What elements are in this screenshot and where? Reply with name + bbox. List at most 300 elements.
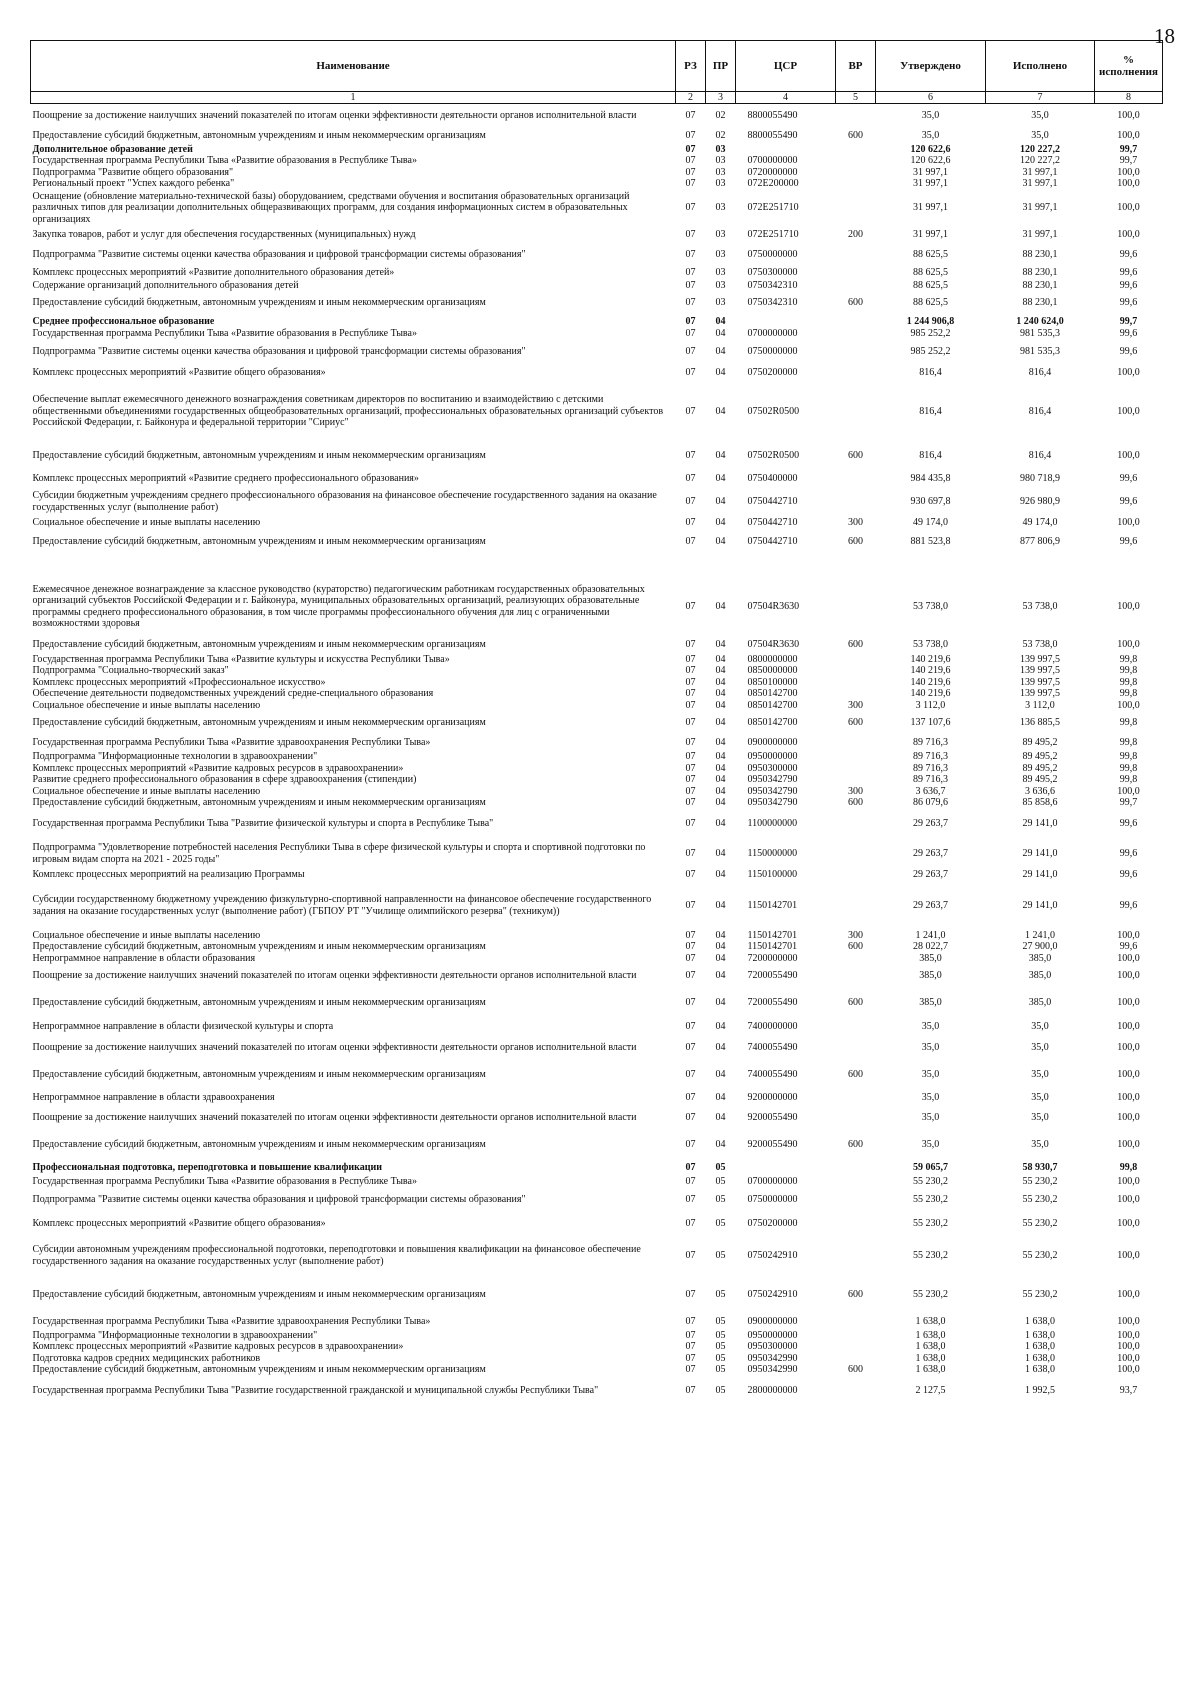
row-vr xyxy=(836,243,876,267)
row-pr: 03 xyxy=(715,279,726,291)
column-number: 1 xyxy=(31,92,676,104)
row-approved: 55 230,2 xyxy=(913,1288,948,1300)
row-rz: 07 xyxy=(685,751,696,762)
row-approved: 3 636,7 xyxy=(915,785,946,797)
row-percent: 100,0 xyxy=(1117,997,1140,1009)
row-csr: 0750000000 xyxy=(747,345,798,357)
table-row xyxy=(31,797,1163,809)
row-name: Государственная программа Республики Тыва "Развитие физической культуры и спорта в Республике Тыва" xyxy=(32,817,494,829)
row-pr: 04 xyxy=(715,941,726,952)
row-vr xyxy=(836,267,876,280)
row-approved: 140 219,6 xyxy=(910,676,951,688)
row-vr xyxy=(836,1212,876,1236)
row-pr: 04 xyxy=(715,797,726,808)
table-row xyxy=(31,167,1163,179)
row-approved: 53 738,0 xyxy=(913,600,948,612)
row-percent: 100,0 xyxy=(1117,699,1140,711)
row-executed: 88 230,1 xyxy=(1022,267,1058,279)
budget-execution-table-container xyxy=(30,40,1162,1406)
row-percent: 100,0 xyxy=(1117,517,1140,529)
row-vr xyxy=(836,964,876,988)
row-pr: 04 xyxy=(715,345,726,357)
row-approved: 55 230,2 xyxy=(913,1176,948,1187)
row-vr xyxy=(836,1236,876,1276)
header-rz: РЗ xyxy=(676,41,706,92)
row-approved: 31 997,1 xyxy=(913,178,948,189)
row-vr xyxy=(836,688,876,700)
row-vr: 600 xyxy=(848,638,863,650)
row-rz: 07 xyxy=(685,717,696,729)
row-csr: 8800055490 xyxy=(747,129,798,141)
row-csr: 0850142700 xyxy=(747,699,798,711)
row-pr: 04 xyxy=(715,1021,726,1033)
row-pr: 03 xyxy=(715,297,726,309)
row-name: Государственная программа Республики Тыва «Развитие образования в Республике Тыва» xyxy=(32,328,417,339)
table-row xyxy=(31,1188,1163,1212)
table-row xyxy=(31,243,1163,267)
row-name: Субсидии автономным учреждениям профессиональной подготовки, переподготовки и повышения квалификации на финансовое обеспечение государственного задания на оказание государственных услуг (выполнение работ) xyxy=(32,1244,641,1267)
row-executed: 58 930,7 xyxy=(1022,1162,1058,1174)
row-csr: 7400055490 xyxy=(747,1042,798,1054)
row-executed: 29 141,0 xyxy=(1022,817,1058,829)
row-percent: 100,0 xyxy=(1117,1329,1140,1341)
row-approved: 385,0 xyxy=(919,970,942,982)
row-vr xyxy=(836,1106,876,1130)
row-pr: 03 xyxy=(715,202,726,214)
table-row xyxy=(31,1376,1163,1406)
table-row xyxy=(31,178,1163,190)
row-csr: 0950342990 xyxy=(747,1352,798,1364)
row-approved: 2 127,5 xyxy=(915,1384,946,1396)
table-row xyxy=(31,930,1163,942)
row-pr: 04 xyxy=(715,737,726,749)
row-percent: 100,0 xyxy=(1117,1364,1140,1375)
row-csr: 07504R3630 xyxy=(747,600,800,612)
row-approved: 816,4 xyxy=(919,449,942,461)
row-name: Предоставление субсидий бюджетным, автономным учреждениям и иным некоммерческим организациям xyxy=(32,297,486,309)
row-vr xyxy=(836,953,876,965)
row-name: Закупка товаров, работ и услуг для обеспечения государственных (муниципальных) нужд xyxy=(32,228,416,240)
row-approved: 385,0 xyxy=(919,952,942,964)
row-vr xyxy=(836,1160,876,1176)
row-executed: 136 885,5 xyxy=(1020,717,1060,729)
row-executed: 53 738,0 xyxy=(1022,600,1058,612)
row-name: Предоставление субсидий бюджетным, автономным учреждениям и иным некоммерческим организациям xyxy=(32,941,486,952)
table-row xyxy=(31,487,1163,517)
row-rz: 07 xyxy=(685,785,696,797)
row-approved: 140 219,6 xyxy=(910,665,951,676)
row-executed: 35,0 xyxy=(1031,1112,1049,1124)
row-vr xyxy=(836,578,876,636)
row-approved: 49 174,0 xyxy=(913,517,948,529)
row-executed: 139 997,5 xyxy=(1020,676,1060,688)
row-percent: 99,8 xyxy=(1119,665,1138,676)
row-csr: 1100000000 xyxy=(747,817,798,829)
row-pr: 04 xyxy=(715,472,726,484)
column-number: 6 xyxy=(876,92,986,104)
row-executed: 385,0 xyxy=(1028,952,1052,964)
row-approved: 31 997,1 xyxy=(913,202,948,214)
row-csr: 1150142701 xyxy=(747,941,798,952)
row-executed: 35,0 xyxy=(1031,1042,1049,1054)
row-vr: 600 xyxy=(848,1069,863,1081)
row-executed: 55 230,2 xyxy=(1022,1217,1058,1229)
row-executed: 88 230,1 xyxy=(1022,248,1058,260)
row-percent: 100,0 xyxy=(1117,785,1140,797)
row-pr: 04 xyxy=(715,535,726,547)
row-pr: 04 xyxy=(715,1112,726,1124)
row-approved: 29 263,7 xyxy=(913,899,948,911)
row-approved: 140 219,6 xyxy=(910,688,951,699)
row-csr: 072E251710 xyxy=(747,202,799,214)
table-row xyxy=(31,786,1163,798)
row-executed: 1 638,0 xyxy=(1025,1329,1055,1341)
row-executed xyxy=(986,554,1095,578)
row-name: Подпрограмма "Удовлетворение потребностей населения Республики Тыва в сфере физической культуры и спорта и спортивной подготовки по игровым видам спорта на 2021 - 2025 годы" xyxy=(32,842,646,865)
row-executed: 49 174,0 xyxy=(1022,517,1058,529)
row-name: Предоставление субсидий бюджетным, автономным учреждениям и иным некоммерческим организациям xyxy=(32,1288,486,1300)
table-row xyxy=(31,1130,1163,1160)
row-csr: 0700000000 xyxy=(747,155,798,166)
row-rz: 07 xyxy=(685,774,696,785)
row-percent: 99,6 xyxy=(1119,899,1138,911)
row-csr: 072E200000 xyxy=(747,178,799,189)
table-row xyxy=(31,941,1163,953)
row-name: Государственная программа Республики Тыва «Развитие здравоохранения Республики Тыва» xyxy=(32,737,431,749)
row-percent: 100,0 xyxy=(1117,1042,1140,1054)
row-csr: 9200055490 xyxy=(747,1139,798,1151)
row-rz: 07 xyxy=(685,1139,696,1151)
row-approved: 35,0 xyxy=(921,129,940,141)
row-approved: 1 244 906,8 xyxy=(906,315,955,327)
row-vr xyxy=(836,554,876,578)
row-approved: 984 435,8 xyxy=(910,472,951,484)
row-name: Дополнительное образование детей xyxy=(32,143,193,155)
row-csr: 2800000000 xyxy=(747,1384,798,1396)
row-vr xyxy=(836,104,876,128)
row-executed: 981 535,3 xyxy=(1020,328,1060,339)
row-name: Подпрограмма "Информационные технологии в здравоохранении" xyxy=(32,751,318,762)
row-rz xyxy=(676,554,706,578)
row-approved: 1 638,0 xyxy=(915,1341,946,1352)
row-rz: 07 xyxy=(685,1112,696,1124)
row-vr xyxy=(836,882,876,930)
row-approved: 86 079,6 xyxy=(913,797,948,808)
column-number: 5 xyxy=(836,92,876,104)
table-row xyxy=(31,869,1163,882)
row-pr: 05 xyxy=(715,1352,726,1364)
table-body xyxy=(31,104,1163,1406)
row-approved: 89 716,3 xyxy=(913,774,948,785)
row-approved: 55 230,2 xyxy=(913,1249,948,1261)
row-approved: 35,0 xyxy=(921,1139,940,1151)
row-csr: 0750200000 xyxy=(747,367,798,379)
row-rz: 07 xyxy=(685,797,696,808)
row-csr: 0750442710 xyxy=(747,517,798,529)
row-executed: 88 230,1 xyxy=(1022,279,1058,291)
row-rz: 07 xyxy=(685,267,696,279)
row-rz: 07 xyxy=(685,1364,696,1375)
row-pr: 05 xyxy=(715,1329,726,1341)
row-executed: 3 112,0 xyxy=(1025,699,1055,711)
row-vr xyxy=(836,1353,876,1365)
row-name: Предоставление субсидий бюджетным, автономным учреждениям и иным некоммерческим организациям xyxy=(32,717,486,729)
table-row xyxy=(31,1330,1163,1342)
row-vr xyxy=(836,1188,876,1212)
row-rz: 07 xyxy=(685,202,696,214)
row-name: Подпрограмма "Развитие общего образования" xyxy=(32,166,234,178)
row-executed: 85 858,6 xyxy=(1022,797,1058,808)
row-name: Предоставление субсидий бюджетным, автономным учреждениям и иным некоммерческим организациям xyxy=(32,1364,486,1375)
row-vr: 300 xyxy=(848,929,863,941)
row-executed: 35,0 xyxy=(1031,110,1049,121)
row-name: Поощрение за достижение наилучших значений показателей по итогам оценки эффективности деятельности органов исполнительной власти xyxy=(32,110,637,121)
row-approved: 35,0 xyxy=(921,1069,940,1081)
row-executed: 816,4 xyxy=(1028,449,1052,461)
row-pr: 04 xyxy=(715,699,726,711)
row-percent: 99,7 xyxy=(1119,315,1138,327)
row-pr: 03 xyxy=(715,248,726,260)
row-percent: 99,8 xyxy=(1119,751,1138,762)
row-vr xyxy=(836,155,876,167)
row-csr xyxy=(736,1160,836,1176)
row-percent: 100,0 xyxy=(1117,1249,1140,1261)
table-row xyxy=(31,190,1163,227)
table-row xyxy=(31,578,1163,636)
row-pr: 05 xyxy=(715,1288,726,1300)
row-pr: 04 xyxy=(715,665,726,676)
row-executed: 89 495,2 xyxy=(1022,751,1058,762)
row-rz: 07 xyxy=(685,1288,696,1300)
row-rz: 07 xyxy=(685,941,696,952)
table-row xyxy=(31,711,1163,735)
row-vr: 300 xyxy=(848,517,863,529)
row-name: Предоставление субсидий бюджетным, автономным учреждениям и иным некоммерческим организациям xyxy=(32,797,486,808)
row-approved: 29 263,7 xyxy=(913,847,948,859)
row-pr: 04 xyxy=(715,688,726,699)
row-approved: 881 523,8 xyxy=(910,535,951,547)
row-approved: 31 997,1 xyxy=(913,228,948,240)
row-name xyxy=(31,554,676,578)
row-pr: 03 xyxy=(715,143,726,155)
row-pr: 04 xyxy=(715,653,726,665)
row-approved: 89 716,3 xyxy=(913,751,948,762)
row-csr: 0900000000 xyxy=(747,737,798,749)
row-name: Комплекс процессных мероприятий «Развитие кадровых ресурсов в здравоохранении» xyxy=(32,1341,404,1352)
row-rz: 07 xyxy=(685,737,696,749)
row-approved: 35,0 xyxy=(921,1112,940,1124)
row-executed: 139 997,5 xyxy=(1020,688,1060,699)
table-row xyxy=(31,1160,1163,1176)
table-row xyxy=(31,128,1163,144)
row-vr xyxy=(836,1376,876,1406)
row-name: Государственная программа Республики Тыва «Развитие культуры и искусства Республики Тыва» xyxy=(32,653,450,665)
table-row xyxy=(31,104,1163,128)
row-rz: 07 xyxy=(685,279,696,291)
header-vr: ВР xyxy=(836,41,876,92)
row-approved: 816,4 xyxy=(919,367,942,379)
row-rz: 07 xyxy=(685,1193,696,1205)
row-executed: 385,0 xyxy=(1028,997,1052,1009)
row-vr xyxy=(836,1314,876,1330)
row-executed: 55 230,2 xyxy=(1022,1193,1058,1205)
row-executed: 1 992,5 xyxy=(1025,1384,1055,1396)
row-approved: 140 219,6 xyxy=(910,653,951,665)
row-percent: 100,0 xyxy=(1117,1069,1140,1081)
row-rz: 07 xyxy=(685,345,696,357)
row-pr: 04 xyxy=(715,774,726,785)
row-rz: 07 xyxy=(685,929,696,941)
row-vr: 300 xyxy=(848,699,863,711)
row-rz: 07 xyxy=(685,847,696,859)
row-executed: 1 240 624,0 xyxy=(1016,315,1064,327)
row-pr: 04 xyxy=(715,1139,726,1151)
row-approved: 120 622,6 xyxy=(910,155,951,166)
row-csr: 0850142700 xyxy=(747,717,798,729)
row-percent: 100,0 xyxy=(1117,228,1140,240)
row-pr: 02 xyxy=(715,129,726,141)
row-name: Комплекс процессных мероприятий «Развитие общего образования» xyxy=(32,367,326,379)
header-executed: Исполнено xyxy=(986,41,1095,92)
row-executed: 139 997,5 xyxy=(1020,665,1060,676)
row-pr: 05 xyxy=(715,1162,726,1174)
row-name: Комплекс процессных мероприятий «Развитие кадровых ресурсов в здравоохранении» xyxy=(32,762,404,774)
row-csr: 0750442710 xyxy=(747,535,798,547)
row-pr: 05 xyxy=(715,1341,726,1352)
row-executed: 53 738,0 xyxy=(1022,638,1058,650)
table-row xyxy=(31,636,1163,654)
row-approved: 88 625,5 xyxy=(913,279,948,291)
row-csr xyxy=(736,315,836,328)
row-csr: 0950342790 xyxy=(747,797,798,808)
row-percent: 99,6 xyxy=(1119,279,1138,291)
row-percent: 100,0 xyxy=(1117,600,1140,612)
table-row xyxy=(31,517,1163,530)
row-rz: 07 xyxy=(685,248,696,260)
row-name: Субсидии бюджетным учреждениям среднего профессионального образования на финансовое обеспечение государственного задания на оказание государственных услуг (выполнение работ) xyxy=(32,490,657,513)
row-rz: 07 xyxy=(685,1249,696,1261)
row-name: Социальное обеспечение и иные выплаты населению xyxy=(32,929,261,941)
row-percent: 99,8 xyxy=(1119,737,1138,749)
row-pr: 03 xyxy=(715,166,726,178)
row-name: Непрограммное направление в области здравоохранения xyxy=(32,1092,275,1104)
row-executed: 35,0 xyxy=(1031,1021,1049,1033)
row-vr: 600 xyxy=(848,449,863,461)
row-executed: 55 230,2 xyxy=(1022,1176,1058,1187)
table-row xyxy=(31,677,1163,689)
row-pr: 03 xyxy=(715,178,726,189)
row-rz: 07 xyxy=(685,367,696,379)
column-number-row xyxy=(31,92,1163,104)
row-vr xyxy=(836,178,876,190)
row-vr xyxy=(836,1176,876,1188)
row-executed: 89 495,2 xyxy=(1022,762,1058,774)
row-percent: 100,0 xyxy=(1117,929,1140,941)
column-number: 3 xyxy=(706,92,736,104)
row-vr xyxy=(836,328,876,340)
row-csr: 0950300000 xyxy=(747,1341,798,1352)
row-approved xyxy=(876,554,986,578)
row-vr xyxy=(836,839,876,869)
column-number: 8 xyxy=(1095,92,1163,104)
row-percent: 100,0 xyxy=(1117,1315,1140,1327)
row-pr: 04 xyxy=(715,762,726,774)
row-csr: 072E251710 xyxy=(747,228,799,240)
row-csr: 0950342990 xyxy=(747,1364,798,1375)
row-approved: 3 112,0 xyxy=(915,699,946,711)
row-percent: 100,0 xyxy=(1117,1112,1140,1124)
row-name: Государственная программа Республики Тыва «Развитие образования в Республике Тыва» xyxy=(32,155,417,166)
row-rz: 07 xyxy=(685,110,696,121)
row-name: Непрограммное направление в области физической культуры и спорта xyxy=(32,1021,334,1033)
row-executed: 1 638,0 xyxy=(1025,1341,1055,1352)
row-approved: 55 230,2 xyxy=(913,1193,948,1205)
row-csr: 07502R0500 xyxy=(747,405,800,417)
row-pr: 04 xyxy=(715,785,726,797)
row-csr: 8800055490 xyxy=(747,110,798,121)
row-executed: 385,0 xyxy=(1028,970,1052,982)
row-rz: 07 xyxy=(685,517,696,529)
row-pr: 04 xyxy=(715,367,726,379)
header-approved: Утверждено xyxy=(876,41,986,92)
table-row xyxy=(31,751,1163,763)
row-approved: 816,4 xyxy=(919,405,942,417)
row-name: Подпрограмма "Информационные технологии в здравоохранении" xyxy=(32,1329,318,1341)
row-pr xyxy=(706,554,736,578)
row-executed: 89 495,2 xyxy=(1022,737,1058,749)
row-approved: 1 638,0 xyxy=(915,1315,946,1327)
row-csr: 0750000000 xyxy=(747,1193,798,1205)
row-pr: 04 xyxy=(715,328,726,339)
row-executed: 1 638,0 xyxy=(1025,1352,1055,1364)
row-rz: 07 xyxy=(685,1042,696,1054)
row-percent: 99,8 xyxy=(1119,1162,1138,1174)
row-rz: 07 xyxy=(685,762,696,774)
row-executed: 29 141,0 xyxy=(1022,847,1058,859)
table-row xyxy=(31,763,1163,775)
row-csr: 7400055490 xyxy=(747,1069,798,1081)
row-name: Комплекс процессных мероприятий на реализацию Программы xyxy=(32,869,305,881)
row-csr: 7200055490 xyxy=(747,997,798,1009)
row-approved: 985 252,2 xyxy=(910,328,951,339)
row-rz: 07 xyxy=(685,1329,696,1341)
row-name: Предоставление субсидий бюджетным, автономным учреждениям и иным некоммерческим организациям xyxy=(32,1069,486,1081)
row-csr xyxy=(736,144,836,156)
row-rz: 07 xyxy=(685,297,696,309)
row-pr: 04 xyxy=(715,449,726,461)
row-executed: 816,4 xyxy=(1028,367,1052,379)
row-rz: 07 xyxy=(685,155,696,166)
row-csr: 1150142701 xyxy=(747,929,798,941)
row-name: Предоставление субсидий бюджетным, автономным учреждениям и иным некоммерческим организациям xyxy=(32,129,486,141)
row-pr: 04 xyxy=(715,1092,726,1104)
row-percent: 100,0 xyxy=(1117,1021,1140,1033)
row-percent: 99,6 xyxy=(1119,328,1138,339)
row-approved: 29 263,7 xyxy=(913,817,948,829)
row-vr xyxy=(836,869,876,882)
row-name: Региональный проект "Успех каждого ребенка" xyxy=(32,178,235,189)
row-approved: 55 230,2 xyxy=(913,1217,948,1229)
row-rz: 07 xyxy=(685,535,696,547)
row-name: Подпрограмма "Развитие системы оценки качества образования и цифровой трансформации системы образования" xyxy=(32,248,526,260)
row-vr: 600 xyxy=(848,717,863,729)
row-name: Предоставление субсидий бюджетным, автономным учреждениям и иным некоммерческим организациям xyxy=(32,638,486,650)
row-vr xyxy=(836,364,876,383)
row-rz: 07 xyxy=(685,699,696,711)
row-executed: 981 535,3 xyxy=(1020,345,1060,357)
row-vr: 600 xyxy=(848,297,863,309)
row-rz: 07 xyxy=(685,1352,696,1364)
